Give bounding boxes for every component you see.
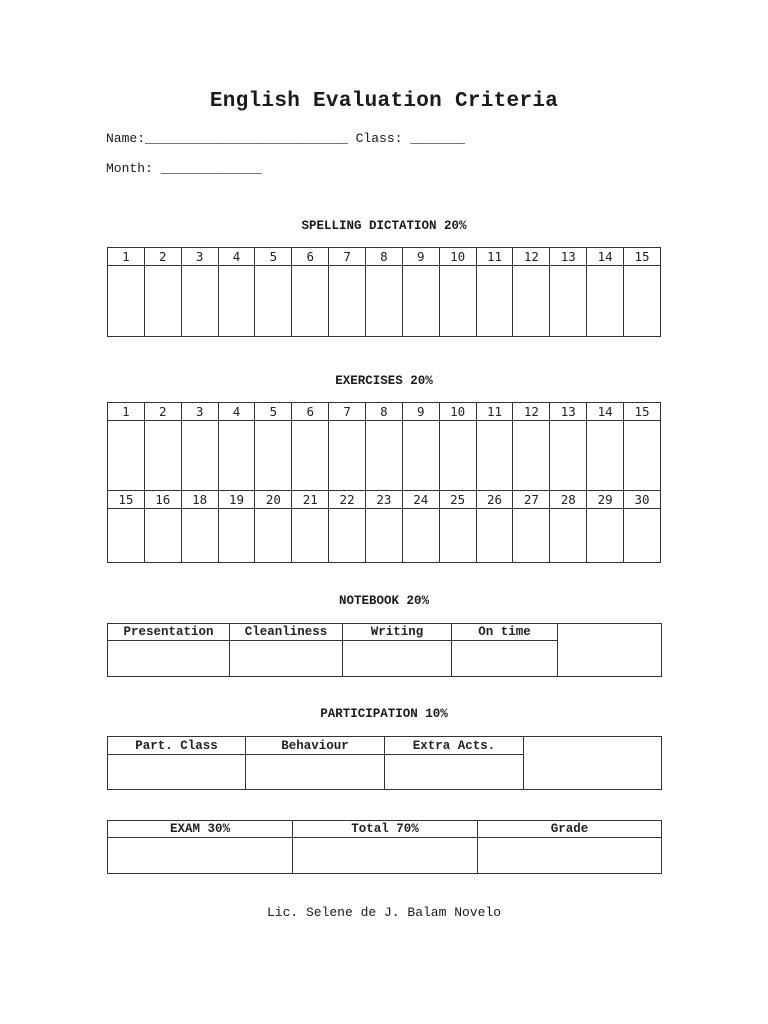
exercises-number-cell: 27: [513, 491, 550, 509]
exercises-number-cell: 7: [329, 403, 366, 421]
spelling-number-cell: 14: [587, 248, 624, 266]
exercises-score-cell: [292, 509, 329, 563]
exercises-number-row-1: [108, 403, 661, 421]
participation-col-part-class: Part. Class: [108, 737, 246, 755]
exercises-number-cell: 25: [439, 491, 476, 509]
exercises-number-cell: 22: [329, 491, 366, 509]
exercises-number-cell: 29: [587, 491, 624, 509]
spelling-number-cell: 8: [366, 248, 403, 266]
exercises-score-cell: [218, 509, 255, 563]
notebook-col-writing: Writing: [343, 624, 452, 641]
spelling-number-cell: 15: [624, 248, 661, 266]
exercises-score-cell: [587, 509, 624, 563]
exercises-score-row-2: [108, 509, 661, 563]
exercises-number-cell: 19: [218, 491, 255, 509]
exercises-number-cell: 24: [402, 491, 439, 509]
exercises-number-cell: 28: [550, 491, 587, 509]
spelling-score-cell: [366, 266, 403, 337]
summary-col-grade: Grade: [478, 821, 662, 838]
exercises-score-cell: [108, 509, 145, 563]
exercises-score-cell: [366, 421, 403, 491]
exercises-number-cell: 20: [255, 491, 292, 509]
spelling-number-row: [108, 248, 661, 266]
exercises-number-cell: 18: [181, 491, 218, 509]
exercises-score-cell: [329, 421, 366, 491]
exercises-number-cell: 2: [144, 403, 181, 421]
spelling-score-cell: [476, 266, 513, 337]
spelling-score-cell: [329, 266, 366, 337]
notebook-col-presentation: Presentation: [108, 624, 230, 641]
exercises-number-cell: 14: [587, 403, 624, 421]
spelling-number-cell: 10: [439, 248, 476, 266]
exercises-number-cell: 8: [366, 403, 403, 421]
summary-cell: [108, 838, 293, 874]
exercises-score-cell: [513, 509, 550, 563]
participation-header-row: [108, 737, 662, 755]
spelling-score-cell: [292, 266, 329, 337]
name-class-line: Name:__________________________ Class: _______: [106, 131, 465, 146]
exercises-score-cell: [439, 509, 476, 563]
participation-col-behaviour: Behaviour: [246, 737, 385, 755]
notebook-total-cell: [558, 624, 662, 677]
participation-cell: [385, 755, 524, 790]
page-title: English Evaluation Criteria: [209, 90, 559, 113]
exercises-score-cell: [402, 421, 439, 491]
spelling-number-cell: 3: [181, 248, 218, 266]
exercises-score-cell: [624, 421, 661, 491]
spelling-table: [107, 247, 661, 337]
notebook-header-row: [108, 624, 662, 641]
exercises-number-cell: 11: [476, 403, 513, 421]
exercises-score-cell: [624, 509, 661, 563]
exercises-score-cell: [218, 421, 255, 491]
exercises-number-cell: 16: [144, 491, 181, 509]
spelling-number-cell: 5: [255, 248, 292, 266]
spelling-score-cell: [218, 266, 255, 337]
exercises-score-row-1: [108, 421, 661, 491]
notebook-col-on-time: On time: [452, 624, 558, 641]
exercises-number-cell: 23: [366, 491, 403, 509]
summary-cell: [293, 838, 478, 874]
exercises-number-cell: 9: [402, 403, 439, 421]
spelling-score-row: [108, 266, 661, 337]
notebook-cell: [452, 641, 558, 677]
exercises-number-cell: 26: [476, 491, 513, 509]
exercises-score-cell: [439, 421, 476, 491]
summary-cell: [478, 838, 662, 874]
summary-table: [107, 820, 662, 874]
notebook-cell: [343, 641, 452, 677]
notebook-section-title: NOTEBOOK 20%: [338, 594, 429, 608]
exercises-section-title: EXERCISES 20%: [335, 374, 433, 388]
exercises-number-cell: 10: [439, 403, 476, 421]
spelling-score-cell: [587, 266, 624, 337]
spelling-number-cell: 2: [144, 248, 181, 266]
exercises-score-cell: [255, 509, 292, 563]
spelling-score-cell: [624, 266, 661, 337]
spelling-score-cell: [255, 266, 292, 337]
exercises-score-cell: [366, 509, 403, 563]
exercises-number-cell: 4: [218, 403, 255, 421]
spelling-number-cell: 7: [329, 248, 366, 266]
exercises-number-cell: 15: [624, 403, 661, 421]
participation-table: [107, 736, 662, 790]
exercises-score-cell: [144, 509, 181, 563]
spelling-score-cell: [144, 266, 181, 337]
spelling-score-cell: [513, 266, 550, 337]
spelling-number-cell: 6: [292, 248, 329, 266]
participation-col-extra-acts: Extra Acts.: [385, 737, 524, 755]
exercises-score-cell: [587, 421, 624, 491]
spelling-number-cell: 9: [402, 248, 439, 266]
exercises-number-cell: 5: [255, 403, 292, 421]
spelling-score-cell: [550, 266, 587, 337]
exercises-score-cell: [292, 421, 329, 491]
exercises-table: [107, 402, 661, 563]
spelling-number-cell: 12: [513, 248, 550, 266]
month-line: Month: _____________: [106, 161, 263, 176]
exercises-score-cell: [329, 509, 366, 563]
exercises-score-cell: [550, 509, 587, 563]
summary-header-row: [108, 821, 662, 838]
spelling-section-title: SPELLING DICTATION 20%: [301, 219, 467, 233]
exercises-score-cell: [255, 421, 292, 491]
exercises-number-cell: 3: [181, 403, 218, 421]
exercises-score-cell: [550, 421, 587, 491]
spelling-number-cell: 1: [108, 248, 145, 266]
exercises-number-cell: 13: [550, 403, 587, 421]
participation-cell: [246, 755, 385, 790]
notebook-table: [107, 623, 662, 677]
exercises-score-cell: [108, 421, 145, 491]
spelling-score-cell: [108, 266, 145, 337]
notebook-cell: [108, 641, 230, 677]
summary-col-exam: EXAM 30%: [108, 821, 293, 838]
exercises-score-cell: [181, 509, 218, 563]
exercises-score-cell: [181, 421, 218, 491]
summary-score-row: [108, 838, 662, 874]
exercises-score-cell: [513, 421, 550, 491]
exercises-number-cell: 12: [513, 403, 550, 421]
participation-cell: [108, 755, 246, 790]
exercises-score-cell: [402, 509, 439, 563]
notebook-col-cleanliness: Cleanliness: [230, 624, 343, 641]
spelling-score-cell: [181, 266, 218, 337]
spelling-number-cell: 11: [476, 248, 513, 266]
spelling-number-cell: 4: [218, 248, 255, 266]
exercises-number-cell: 1: [108, 403, 145, 421]
summary-col-total: Total 70%: [293, 821, 478, 838]
spelling-number-cell: 13: [550, 248, 587, 266]
exercises-score-cell: [476, 509, 513, 563]
exercises-score-cell: [476, 421, 513, 491]
exercises-number-cell: 6: [292, 403, 329, 421]
exercises-number-cell: 30: [624, 491, 661, 509]
notebook-cell: [230, 641, 343, 677]
participation-total-cell: [524, 737, 662, 790]
exercises-number-cell: 15: [108, 491, 145, 509]
spelling-score-cell: [439, 266, 476, 337]
participation-section-title: PARTICIPATION 10%: [320, 707, 448, 721]
exercises-number-row-2: [108, 491, 661, 509]
spelling-score-cell: [402, 266, 439, 337]
author-signature: Lic. Selene de J. Balam Novelo: [266, 905, 502, 920]
exercises-number-cell: 21: [292, 491, 329, 509]
exercises-score-cell: [144, 421, 181, 491]
